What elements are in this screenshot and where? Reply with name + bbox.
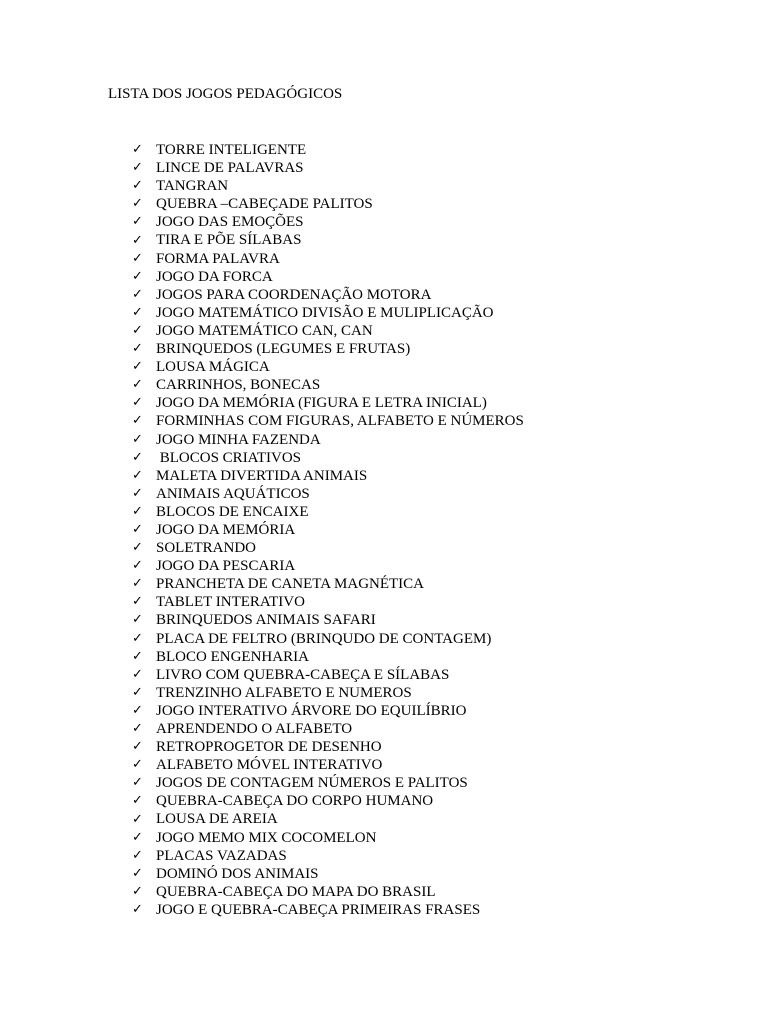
check-mark-icon: ✓ <box>132 160 143 176</box>
list-item-label: PLACA DE FELTRO (BRINQUDO DE CONTAGEM) <box>156 630 492 647</box>
list-item <box>132 412 524 430</box>
list-item-label: ANIMAIS AQUÁTICOS <box>156 485 310 502</box>
check-mark-icon: ✓ <box>132 630 143 646</box>
list-item <box>132 449 524 467</box>
list-item-label: PLACAS VAZADAS <box>156 847 287 864</box>
check-mark-icon: ✓ <box>132 467 143 483</box>
list-item-label: JOGO MEMO MIX COCOMELON <box>156 829 377 846</box>
list-item <box>132 376 524 394</box>
check-mark-icon: ✓ <box>132 558 143 574</box>
check-mark-icon: ✓ <box>132 865 143 881</box>
list-item <box>132 394 524 412</box>
list-item <box>132 213 524 231</box>
list-item-label: APRENDENDO O ALFABETO <box>156 721 353 737</box>
list-item-label: QUEBRA –CABEÇADE PALITOS <box>156 196 373 213</box>
list-item <box>132 503 524 521</box>
check-mark-icon: ✓ <box>132 341 143 357</box>
list-item <box>132 231 524 249</box>
check-mark-icon: ✓ <box>132 829 143 845</box>
list-item <box>132 250 524 268</box>
list-item <box>132 159 524 177</box>
list-item-label: RETROPROGETOR DE DESENHO <box>156 739 382 756</box>
list-item-label: DOMINÓ DOS ANIMAIS <box>156 865 319 882</box>
check-mark-icon: ✓ <box>132 250 143 266</box>
list-item-label: MALETA DIVERTIDA ANIMAIS <box>156 467 368 484</box>
list-item <box>132 485 524 503</box>
list-item-label: JOGO DA MEMÓRIA <box>156 521 296 538</box>
check-mark-icon: ✓ <box>132 648 143 664</box>
check-mark-icon: ✓ <box>132 413 143 429</box>
list-item <box>132 340 524 358</box>
list-item <box>132 177 524 195</box>
check-mark-icon: ✓ <box>132 485 143 501</box>
check-mark-icon: ✓ <box>132 576 143 592</box>
list-item-label: BRINQUEDOS ANIMAIS SAFARI <box>156 612 376 629</box>
list-item <box>132 883 524 901</box>
list-item <box>132 774 524 792</box>
check-mark-icon: ✓ <box>132 684 143 700</box>
list-item <box>132 611 524 629</box>
check-mark-icon: ✓ <box>132 359 143 375</box>
check-mark-icon: ✓ <box>132 883 143 899</box>
list-item <box>132 702 524 720</box>
check-mark-icon: ✓ <box>132 268 143 284</box>
list-item <box>132 666 524 684</box>
list-item <box>132 141 524 159</box>
check-mark-icon: ✓ <box>132 503 143 519</box>
list-item <box>132 195 524 213</box>
list-item-label: JOGO MATEMÁTICO CAN, CAN <box>156 322 373 339</box>
list-item-label: JOGO MATEMÁTICO DIVISÃO E MULIPLICAÇÃO <box>156 304 494 321</box>
check-mark-icon: ✓ <box>132 847 143 863</box>
check-mark-icon: ✓ <box>132 739 143 755</box>
list-item <box>132 847 524 865</box>
list-item-label: SOLETRANDO <box>156 540 256 557</box>
list-item-label: JOGO MINHA FAZENDA <box>156 431 321 448</box>
check-mark-icon: ✓ <box>132 793 143 809</box>
list-item <box>132 431 524 449</box>
list-item <box>132 829 524 847</box>
check-mark-icon: ✓ <box>132 142 143 158</box>
list-item-label: JOGOS DE CONTAGEM NÚMEROS E PALITOS <box>156 775 468 792</box>
check-mark-icon: ✓ <box>132 322 143 338</box>
list-item <box>132 648 524 666</box>
list-item-label: QUEBRA-CABEÇA DO CORPO HUMANO <box>156 793 434 810</box>
list-item-label: BLOCOS CRIATIVOS <box>156 449 302 466</box>
list-item <box>132 304 524 322</box>
list-item-label: JOGO E QUEBRA-CABEÇA PRIMEIRAS FRASES <box>156 901 481 918</box>
check-mark-icon: ✓ <box>132 522 143 538</box>
check-mark-icon: ✓ <box>132 286 143 302</box>
check-mark-icon: ✓ <box>132 377 143 393</box>
check-mark-icon: ✓ <box>132 431 143 447</box>
list-item-label: CARRINHOS, BONECAS <box>156 377 321 394</box>
check-mark-icon: ✓ <box>132 540 143 556</box>
document-title: LISTA DOS JOGOS PEDAGÓGICOS <box>108 86 343 102</box>
list-item <box>132 720 524 738</box>
list-item-label: JOGO DA PESCARIA <box>156 558 296 575</box>
check-mark-icon: ✓ <box>132 196 143 212</box>
list-item <box>132 539 524 557</box>
list-item-label: TORRE INTELIGENTE <box>156 142 307 158</box>
list-item <box>132 792 524 810</box>
list-item-label: BLOCO ENGENHARIA <box>156 648 309 665</box>
list-item-label: JOGO DAS EMOÇÕES <box>156 214 304 231</box>
list-item <box>132 810 524 828</box>
list-item <box>132 286 524 304</box>
check-mark-icon: ✓ <box>132 395 143 411</box>
list-item <box>132 593 524 611</box>
check-mark-icon: ✓ <box>132 232 143 248</box>
list-item-label: LOUSA MÁGICA <box>156 359 270 376</box>
list-item-label: BLOCOS DE ENCAIXE <box>156 503 309 520</box>
list-item-label: LIVRO COM QUEBRA-CABEÇA E SÍLABAS <box>156 666 450 683</box>
list-item-label: TRENZINHO ALFABETO E NUMEROS <box>156 684 412 701</box>
list-item-label: ALFABETO MÓVEL INTERATIVO <box>156 757 383 774</box>
list-item-label: JOGO INTERATIVO ÁRVORE DO EQUILÍBRIO <box>156 702 467 719</box>
check-mark-icon: ✓ <box>132 449 143 465</box>
list-item-label: LOUSA DE AREIA <box>156 811 278 828</box>
check-mark-icon: ✓ <box>132 757 143 773</box>
list-item-label: TABLET INTERATIVO <box>156 594 305 611</box>
list-item <box>132 756 524 774</box>
list-item-label: LINCE DE PALAVRAS <box>156 160 304 177</box>
list-item-label: QUEBRA-CABEÇA DO MAPA DO BRASIL <box>156 883 436 900</box>
list-item-label: FORMINHAS COM FIGURAS, ALFABETO E NÚMEROS <box>156 413 524 430</box>
check-mark-icon: ✓ <box>132 775 143 791</box>
check-mark-icon: ✓ <box>132 901 143 917</box>
list-item <box>132 901 524 919</box>
list-item-label: JOGOS PARA COORDENAÇÃO MOTORA <box>156 286 432 303</box>
check-mark-icon: ✓ <box>132 721 143 737</box>
list-item-label: JOGO DA MEMÓRIA (FIGURA E LETRA INICIAL) <box>156 395 487 412</box>
list-item-label: TANGRAN <box>156 178 229 195</box>
list-item <box>132 630 524 648</box>
check-mark-icon: ✓ <box>132 178 143 194</box>
check-mark-icon: ✓ <box>132 666 143 682</box>
list-item <box>132 358 524 376</box>
list-item <box>132 575 524 593</box>
check-mark-icon: ✓ <box>132 304 143 320</box>
list-item <box>132 467 524 485</box>
check-mark-icon: ✓ <box>132 702 143 718</box>
list-item-label: PRANCHETA DE CANETA MAGNÉTICA <box>156 576 425 593</box>
list-item <box>132 322 524 340</box>
list-item-label: BRINQUEDOS (LEGUMES E FRUTAS) <box>156 341 411 358</box>
check-mark-icon: ✓ <box>132 612 143 628</box>
list-item <box>132 268 524 286</box>
list-item <box>132 557 524 575</box>
check-mark-icon: ✓ <box>132 594 143 610</box>
list-item <box>132 521 524 539</box>
check-mark-icon: ✓ <box>132 214 143 230</box>
check-mark-icon: ✓ <box>132 811 143 827</box>
list-item <box>132 738 524 756</box>
list-item <box>132 865 524 883</box>
list-item <box>132 684 524 702</box>
list-item-label: FORMA PALAVRA <box>156 250 280 267</box>
list-item-label: JOGO DA FORCA <box>156 268 273 285</box>
game-list <box>132 141 524 919</box>
list-item-label: TIRA E PÕE SÍLABAS <box>156 232 302 249</box>
